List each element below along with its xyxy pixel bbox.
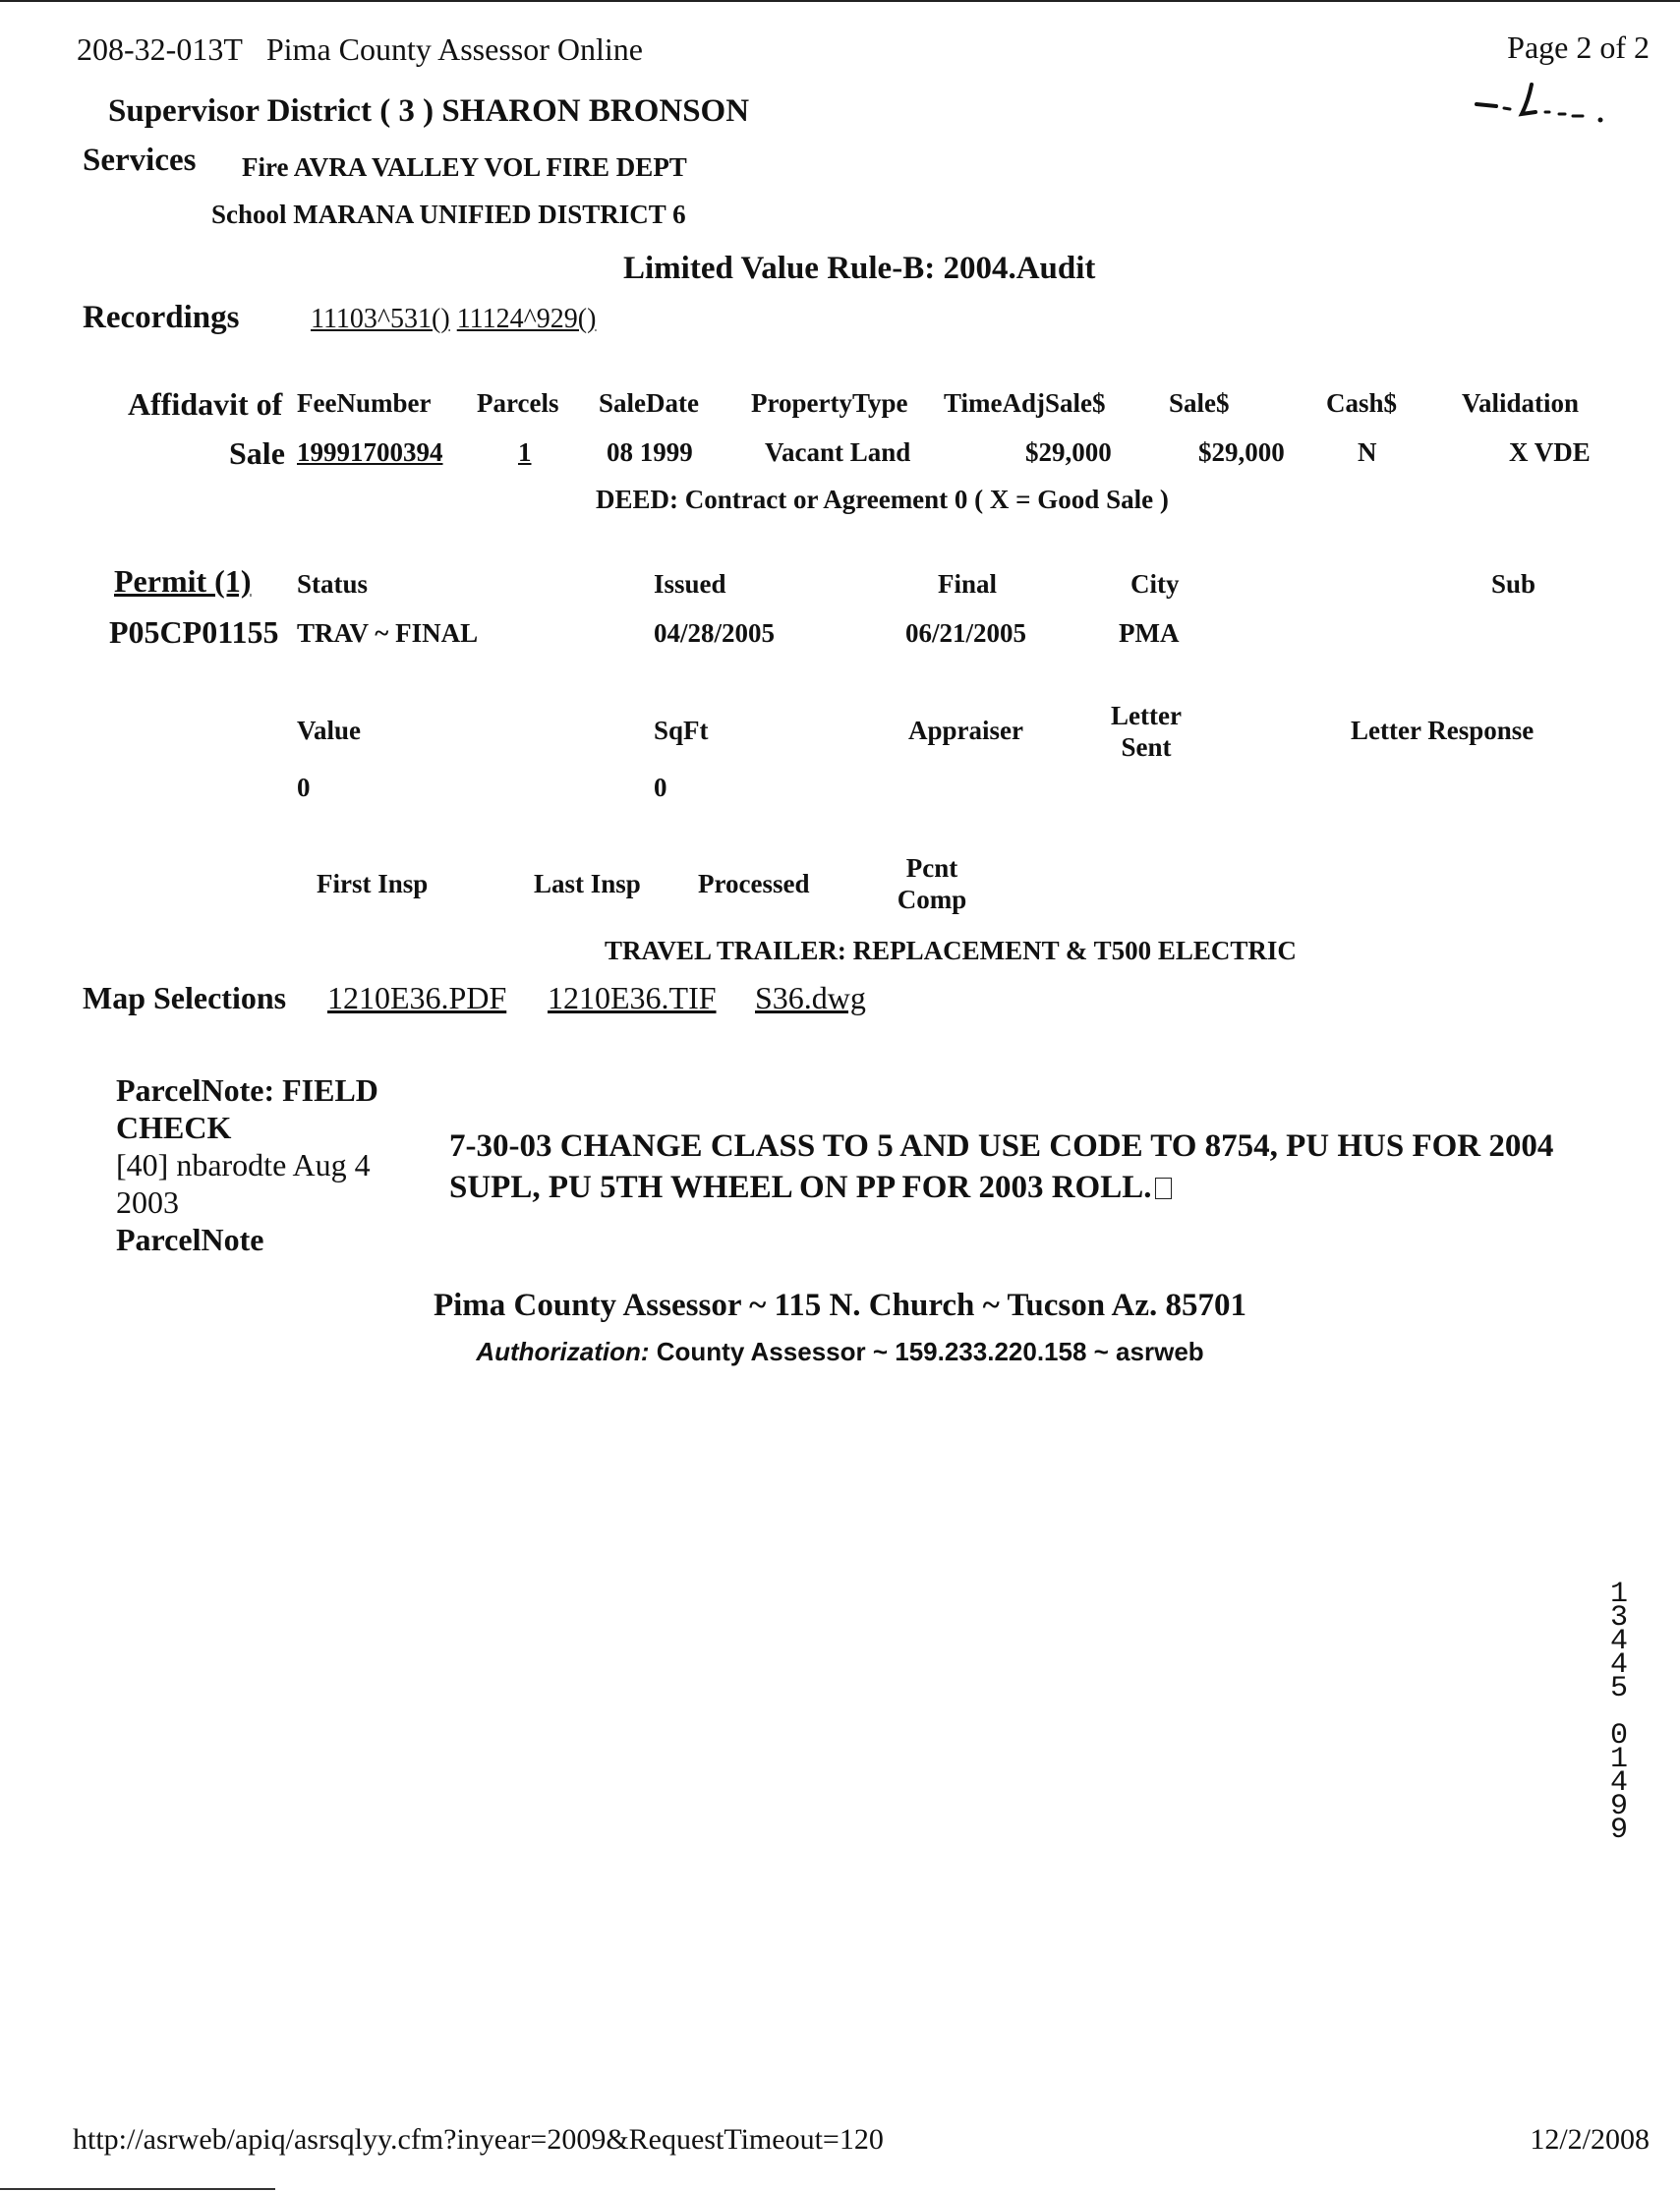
- letter-sent-line-1: Letter: [1111, 701, 1182, 730]
- pcnt-comp-line-1: Pcnt: [905, 853, 958, 883]
- header-last-insp: Last Insp: [534, 869, 641, 898]
- property-type-value: Vacant Land: [765, 437, 911, 467]
- header-sqft: SqFt: [654, 716, 709, 745]
- recording-link[interactable]: 11103^531(): [311, 304, 450, 334]
- header-sale-amount: Sale$: [1169, 388, 1230, 418]
- permit-status: TRAV ~ FINAL: [297, 618, 479, 648]
- sale-date-value: 08 1999: [607, 437, 693, 467]
- parcel-note-label-line: ParcelNote: [116, 1222, 264, 1257]
- header-fee-number: FeeNumber: [297, 388, 432, 418]
- header-letter-response: Letter Response: [1351, 716, 1535, 745]
- doc-number-digit: 5: [1609, 1672, 1628, 1705]
- page-number: Page 2 of 2: [1507, 29, 1650, 65]
- header-pcnt-comp: [883, 852, 981, 915]
- map-pdf-link[interactable]: 1210E36.PDF: [327, 980, 507, 1015]
- parcel-note-label-line: ParcelNote: FIELD: [116, 1072, 378, 1108]
- time-adj-sale-value: $29,000: [1025, 437, 1112, 467]
- authorization-label: Authorization:: [476, 1337, 650, 1366]
- doc-number-digit: 1: [1609, 1578, 1628, 1611]
- doc-number-digit: 0: [1609, 1719, 1628, 1753]
- header-parcels: Parcels: [477, 388, 559, 418]
- services-label: Services: [83, 143, 197, 178]
- page-header: [77, 31, 643, 68]
- permit-city: PMA: [1119, 618, 1180, 648]
- unknown-glyph-icon: [1155, 1178, 1172, 1199]
- parcel-note-content: 7-30-03 CHANGE CLASS TO 5 AND USE CODE TO 8754, PU HUS FOR 2004 SUPL, PU 5TH WHEEL ON PP FOR 2003 ROLL.: [449, 1128, 1554, 1205]
- handwritten-mark: [1475, 77, 1612, 131]
- permit-description: TRAVEL TRAILER: REPLACEMENT & T500 ELECTRIC: [605, 936, 1297, 965]
- header-city: City: [1130, 569, 1180, 599]
- doc-number-digit: 1: [1609, 1743, 1628, 1776]
- page-top-border: [0, 0, 1680, 2]
- footer-date: 12/2/2008: [1530, 2123, 1650, 2156]
- doc-number-digit: 9: [1609, 1790, 1628, 1823]
- map-selections-label: Map Selections: [83, 980, 287, 1015]
- doc-number-digit: 9: [1609, 1814, 1628, 1847]
- recordings-label: Recordings: [83, 300, 240, 335]
- validation-value: X VDE: [1509, 437, 1591, 467]
- header-value: Value: [297, 716, 362, 745]
- header-property-type: PropertyType: [751, 388, 908, 418]
- header-first-insp: First Insp: [317, 869, 429, 898]
- permit-number: P05CP01155: [109, 614, 279, 650]
- map-tif-link[interactable]: 1210E36.TIF: [548, 980, 717, 1015]
- parcel-id: 208-32-013T: [77, 31, 243, 67]
- parcels-link[interactable]: 1: [518, 437, 532, 467]
- cash-value: N: [1358, 437, 1377, 467]
- sale-amount-value: $29,000: [1198, 437, 1285, 467]
- header-letter-sent: [1097, 700, 1195, 763]
- services-school: School MARANA UNIFIED DISTRICT 6: [211, 200, 686, 229]
- header-appraiser: Appraiser: [908, 716, 1023, 745]
- permit-issued: 04/28/2005: [654, 618, 776, 648]
- header-processed: Processed: [698, 869, 810, 898]
- recordings-links: [311, 304, 596, 335]
- doc-number-digit: 4: [1609, 1766, 1628, 1800]
- header-issued: Issued: [654, 569, 726, 599]
- bottom-scan-line: [0, 2188, 275, 2190]
- vertical-document-number: [1604, 1578, 1634, 1847]
- affidavit-of-label: Affidavit of: [128, 386, 283, 422]
- parcel-note-label-line: CHECK: [116, 1110, 232, 1145]
- header-time-adj-sale: TimeAdjSale$: [944, 388, 1106, 418]
- header-sub: Sub: [1491, 569, 1536, 599]
- recording-link[interactable]: 11124^929(): [456, 304, 597, 334]
- supervisor-district: Supervisor District ( 3 ) SHARON BRONSON: [108, 93, 750, 129]
- limited-value-rule: Limited Value Rule-B: 2004.Audit: [623, 251, 1096, 286]
- deed-note: DEED: Contract or Agreement 0 ( X = Good Sale ): [596, 485, 1169, 514]
- letter-sent-line-2: Sent: [1121, 732, 1172, 762]
- permit-value: 0: [297, 773, 311, 802]
- authorization-value: County Assessor ~ 159.233.220.158 ~ asrweb: [656, 1337, 1204, 1366]
- header-validation: Validation: [1462, 388, 1580, 418]
- parcel-note-label: [116, 1071, 411, 1258]
- parcel-note-year: 2003: [116, 1184, 179, 1220]
- assessor-address: Pima County Assessor ~ 115 N. Church ~ Tucson Az. 85701: [433, 1288, 1247, 1323]
- parcel-note-author: [40] nbarodte Aug 4: [116, 1147, 371, 1182]
- sale-label: Sale: [229, 435, 285, 471]
- header-final: Final: [938, 569, 998, 599]
- footer-url: http://asrweb/apiq/asrsqlyy.cfm?inyear=2009&RequestTimeout=120: [73, 2123, 884, 2156]
- permit-final: 06/21/2005: [905, 618, 1027, 648]
- pcnt-comp-line-2: Comp: [897, 885, 967, 914]
- map-dwg-link[interactable]: S36.dwg: [755, 980, 866, 1015]
- permit-sqft: 0: [654, 773, 667, 802]
- doc-number-digit: 3: [1609, 1601, 1628, 1635]
- doc-number-digit: 4: [1609, 1625, 1628, 1658]
- fee-number-link[interactable]: 19991700394: [297, 437, 443, 467]
- services-fire: Fire AVRA VALLEY VOL FIRE DEPT: [242, 152, 687, 182]
- header-cash: Cash$: [1326, 388, 1398, 418]
- permit-link[interactable]: Permit (1): [114, 563, 252, 599]
- site-title: Pima County Assessor Online: [265, 31, 643, 67]
- parcel-note-text: [449, 1125, 1609, 1208]
- header-sale-date: SaleDate: [599, 388, 699, 418]
- doc-number-digit: 4: [1609, 1648, 1628, 1682]
- authorization-line: [0, 1337, 1680, 1367]
- header-status: Status: [297, 569, 369, 599]
